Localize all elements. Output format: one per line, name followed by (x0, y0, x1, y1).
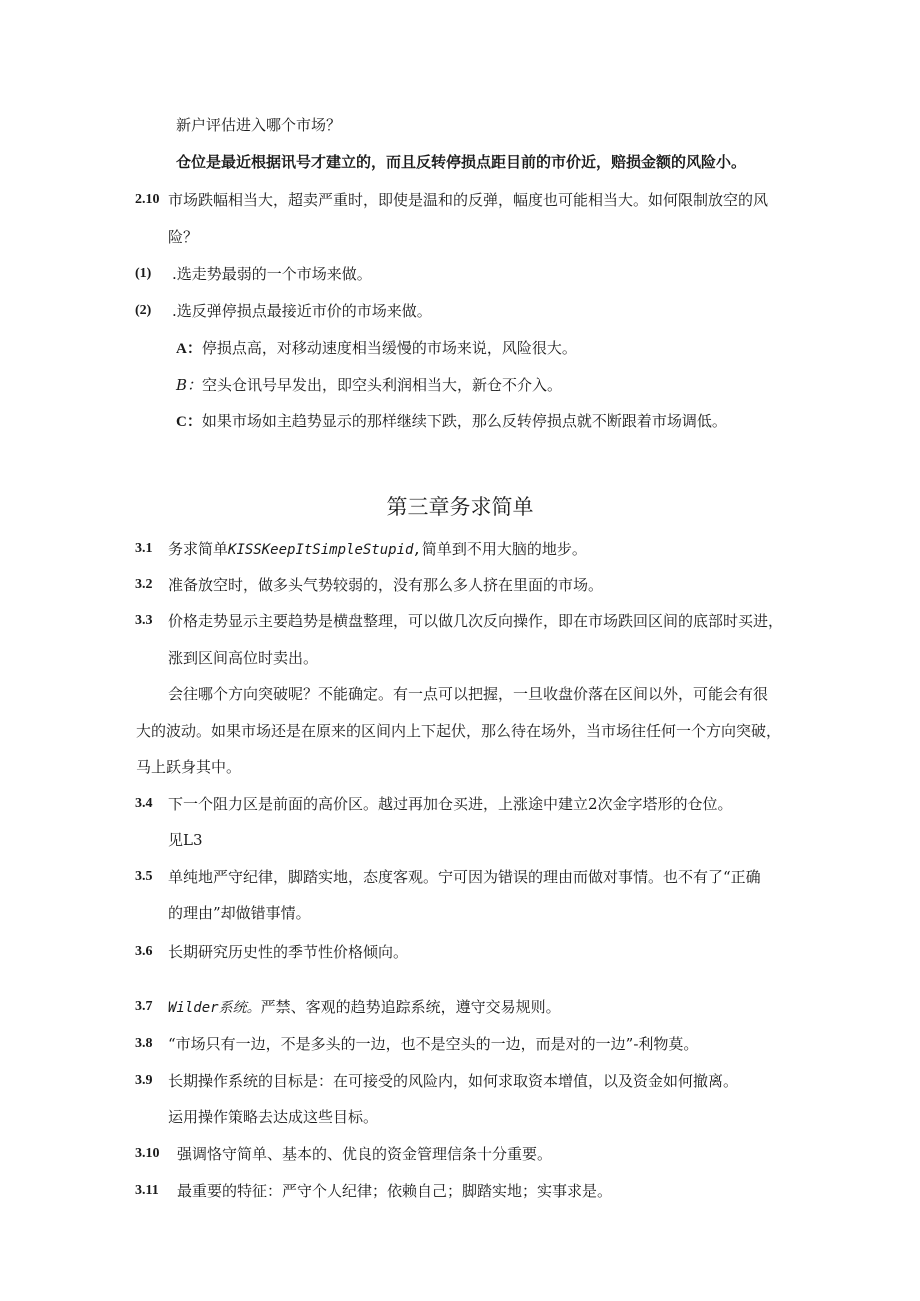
option-1-text: .选走势最弱的一个市场来做。 (172, 265, 372, 283)
item-3-2-text: 准备放空时，做多头气势较弱的，没有那么多人挤在里面的市场。 (168, 576, 604, 594)
item-number-3-7: 3.7 (135, 999, 153, 1014)
point-b-text: 空头仓讯号早发出，即空头利润相当大，新仓不介入。 (202, 376, 563, 394)
item-3-3-line2: 涨到区间高位时卖出。 (168, 649, 319, 667)
item-number-3-2: 3.2 (135, 577, 153, 592)
item-2-10-line1: 市场跌幅相当大，超卖严重时，即使是温和的反弹，幅度也可能相当大。如何限制放空的风 (168, 191, 769, 209)
point-c-text: 如果市场如主趋势显示的那样继续下跌，那么反转停损点就不断跟着市场调低。 (201, 412, 727, 430)
item-3-1-prefix: 务求简单 (168, 540, 229, 558)
item-3-3-para1: 会往哪个方向突破呢？不能确定。有一点可以把握，一旦收盘价落在区间以外，可能会有很 (168, 685, 769, 703)
option-number-1: (1) (135, 266, 152, 281)
item-number-3-9: 3.9 (135, 1073, 153, 1088)
item-3-9-line1: 长期操作系统的目标是：在可接受的风险内，如何求取资本增值，以及资金如何撤离。 (168, 1072, 739, 1090)
point-a (176, 338, 577, 359)
item-number-3-8: 3.8 (135, 1036, 153, 1051)
item-number-3-10: 3.10 (135, 1146, 160, 1161)
item-3-3-line1: 价格走势显示主要趋势是横盘整理，可以做几次反向操作，即在市场跌回区间的底部时买进， (168, 612, 784, 630)
item-number-2-10: 2.10 (135, 192, 160, 207)
option-number-2: (2) (135, 303, 152, 318)
item-3-7-text (168, 997, 561, 1018)
item-3-1-text (168, 539, 587, 560)
item-3-10-text: 强调恪守简单、基本的、优良的资金管理信条十分重要。 (177, 1145, 553, 1163)
item-3-3-para3: 马上跃身其中。 (136, 758, 242, 776)
item-3-7-italic: Wilder系统。 (168, 1000, 261, 1016)
item-3-11-text: 最重要的特征：严守个人纪律；依赖自己；脚踏实地；实事求是。 (177, 1182, 613, 1200)
item-number-3-11: 3.11 (135, 1183, 159, 1198)
item-3-4-see: 见L3 (168, 831, 203, 849)
item-3-5-line2: 的理由”却做错事情。 (168, 904, 311, 922)
point-a-label: A： (176, 341, 202, 357)
item-number-3-1: 3.1 (135, 541, 153, 556)
question-intro: 新户评估进入哪个市场？ (176, 116, 342, 134)
point-b (176, 375, 562, 395)
item-3-4-text: 下一个阻力区是前面的高价区。越过再加仓买进，上涨途中建立2次金字塔形的仓位。 (168, 795, 733, 813)
item-number-3-5: 3.5 (135, 869, 153, 884)
item-3-7-body: 严禁、客观的趋势追踪系统，遵守交易规则。 (260, 998, 561, 1016)
point-c-label: C： (176, 414, 202, 430)
point-a-text: 停损点高，对移动速度相当缓慢的市场来说，风险很大。 (201, 339, 577, 357)
item-3-8-text: “市场只有一边，不是多头的一边，也不是空头的一边，而是对的一边”-利物莫。 (168, 1035, 699, 1053)
answer-bold: 仓位是最近根据讯号才建立的，而且反转停损点距目前的市价近，赔损金额的风险小。 (176, 153, 747, 171)
item-number-3-6: 3.6 (135, 944, 153, 959)
item-number-3-4: 3.4 (135, 796, 153, 811)
item-3-1-italic: KISSKeepItSimpleStupid, (228, 542, 422, 558)
chapter-title: 第三章务求简单 (386, 495, 534, 519)
item-number-3-3: 3.3 (135, 613, 153, 628)
item-3-3-para2: 大的波动。如果市场还是在原来的区间内上下起伏，那么待在场外，当市场往任何一个方向突破， (136, 722, 782, 740)
point-c (176, 411, 727, 432)
item-3-6-text: 长期研究历史性的季节性价格倾向。 (168, 943, 409, 961)
item-3-1-suffix: 简单到不用大脑的地步。 (421, 540, 587, 558)
point-b-label: B： (176, 376, 203, 394)
option-2-text: .选反弹停损点最接近市价的市场来做。 (172, 302, 432, 320)
item-3-9-line2: 运用操作策略去达成这些目标。 (168, 1108, 379, 1126)
item-3-5-line1: 单纯地严守纪律，脚踏实地，态度客观。宁可因为错误的理由而做对事情。也不有了“正确 (168, 868, 761, 886)
item-2-10-line2: 险？ (168, 228, 199, 246)
